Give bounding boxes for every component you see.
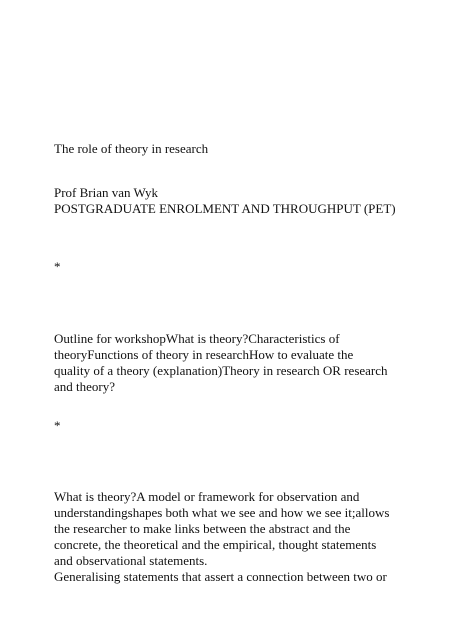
outline-line: and theory? <box>54 379 116 394</box>
affiliation: POSTGRADUATE ENROLMENT AND THROUGHPUT (PET) <box>54 201 396 216</box>
definition-line: and observational statements. <box>54 553 208 568</box>
definition-line: Generalising statements that assert a connection between two or <box>54 569 387 584</box>
outline-paragraph <box>54 331 406 395</box>
separator-asterisk: * <box>54 259 61 274</box>
document-title: The role of theory in research <box>54 141 209 156</box>
author-name: Prof Brian van Wyk <box>54 185 159 200</box>
definition-line: understandingshapes both what we see and how we see it;allows <box>54 505 390 520</box>
definition-line: the researcher to make links between the abstract and the <box>54 521 351 536</box>
outline-line: Outline for workshopWhat is theory?Characteristics of <box>54 331 340 346</box>
separator-asterisk: * <box>54 418 61 433</box>
definition-paragraph <box>54 489 406 585</box>
definition-line: concrete, the theoretical and the empirical, thought statements <box>54 537 377 552</box>
outline-line: theoryFunctions of theory in researchHow to evaluate the <box>54 347 354 362</box>
definition-line: What is theory?A model or framework for observation and <box>54 489 360 504</box>
outline-line: quality of a theory (explanation)Theory in research OR research <box>54 363 388 378</box>
